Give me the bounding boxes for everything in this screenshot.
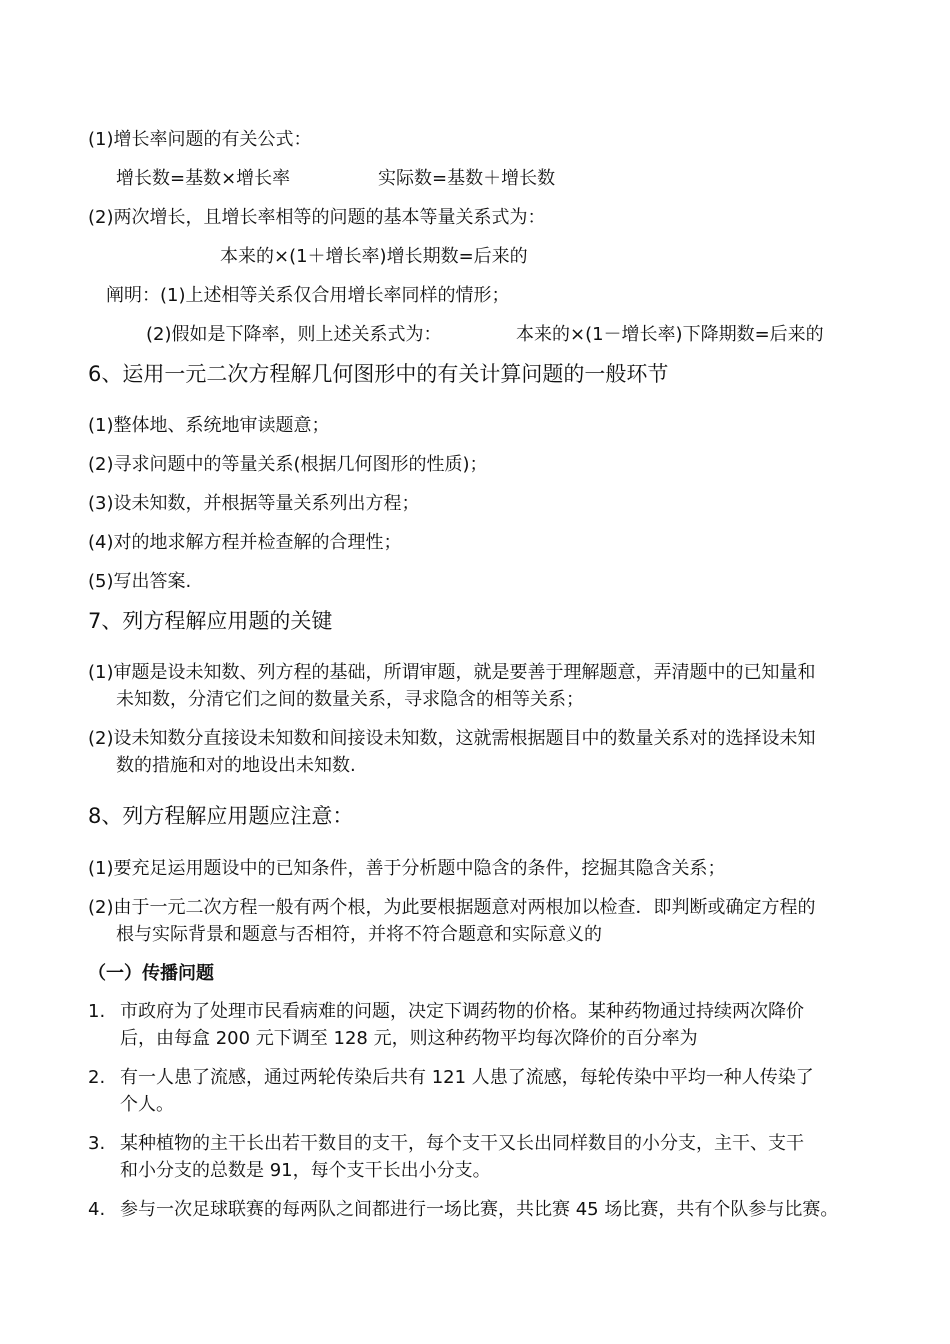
section-6-item: (5)写出答案. [88,571,192,592]
section-7-item-1-line-2: 未知数，分清它们之间的数量关系，寻求隐含的相等关系； [116,689,584,710]
section-8-item-1: (1)要充足运用题设中的已知条件，善于分析题中隐含的条件，挖掘其隐含关系； [88,858,726,879]
problem-2-line-1: 2. 有一人患了流感，通过两轮传染后共有 121 人患了流感，每轮传染中平均一种人传染了 [88,1067,814,1088]
section-7-title: 7、列方程解应用题的关键 [88,609,333,633]
growth-formula-c: 本来的×(1＋增长率)增长期数=后来的 [220,246,528,267]
section-8-title: 8、列方程解应用题应注意： [88,804,354,828]
problem-2-number: 2. [88,1067,106,1088]
growth-note [106,284,510,308]
problem-1-number: 1. [88,1001,106,1022]
problem-1-line-2: 后，由每盒 200 元下调至 128 元，则这种药物平均每次降价的百分率为 [120,1028,698,1049]
growth-item-1: (1)增长率问题的有关公式： [88,129,312,150]
section-8-item-2-line-2: 根与实际背景和题意与否相符，并将不符合题意和实际意义的 [116,924,602,945]
note-label: 阐明： [106,285,160,306]
problem-3-line-1: 3. 某种植物的主干长出若干数目的支干，每个支干又长出同样数目的小分支，主干、支干 [88,1133,804,1154]
problem-1-line-1: 1. 市政府为了处理市民看病难的问题，决定下调药物的价格。某种药物通过持续两次降价 [88,1001,804,1022]
problems-title: （一）传播问题 [88,963,214,984]
problem-3-line-2: 和小分支的总数是 91，每个支干长出小分支。 [120,1160,491,1181]
section-6-item: (4)对的地求解方程并检查解的合理性； [88,532,402,553]
section-6-title: 6、运用一元二次方程解几何图形中的有关计算问题的一般环节 [88,362,669,386]
section-7-item-2-line-1: (2)设未知数分直接设未知数和间接设未知数，这就需根据题目中的数量关系对的选择设未知 [88,728,816,749]
section-6-item: (1)整体地、系统地审读题意； [88,415,330,436]
growth-formula-b: 实际数=基数＋增长数 [378,168,556,189]
growth-formula-a: 增长数=基数×增长率 [116,168,291,189]
growth-formula-d: 本来的×(1－增长率)下降期数=后来的 [516,324,824,345]
growth-note-2: (2)假如是下降率，则上述关系式为： [146,324,442,345]
growth-item-2: (2)两次增长，且增长率相等的问题的基本等量关系式为： [88,207,546,228]
problem-2-line-2: 个人。 [120,1094,174,1115]
section-6-item: (2)寻求问题中的等量关系(根据几何图形的性质)； [88,454,488,475]
section-6-item: (3)设未知数，并根据等量关系列出方程； [88,493,420,514]
problem-4-line-1: 4. 参与一次足球联赛的每两队之间都进行一场比赛，共比赛 45 场比赛，共有个队参与比赛。 [88,1199,839,1220]
problem-3-number: 3. [88,1133,106,1154]
problem-4-number: 4. [88,1199,106,1220]
note-1: (1)上述相等关系仅合用增长率同样的情形； [160,285,510,306]
section-7-item-2-line-2: 数的措施和对的地设出未知数. [116,755,356,776]
section-8-item-2-line-1: (2)由于一元二次方程一般有两个根，为此要根据题意对两根加以检查．即判断或确定方程的 [88,897,816,918]
section-7-item-1-line-1: (1)审题是设未知数、列方程的基础，所谓审题，就是要善于理解题意，弄清题中的已知量和 [88,662,816,683]
